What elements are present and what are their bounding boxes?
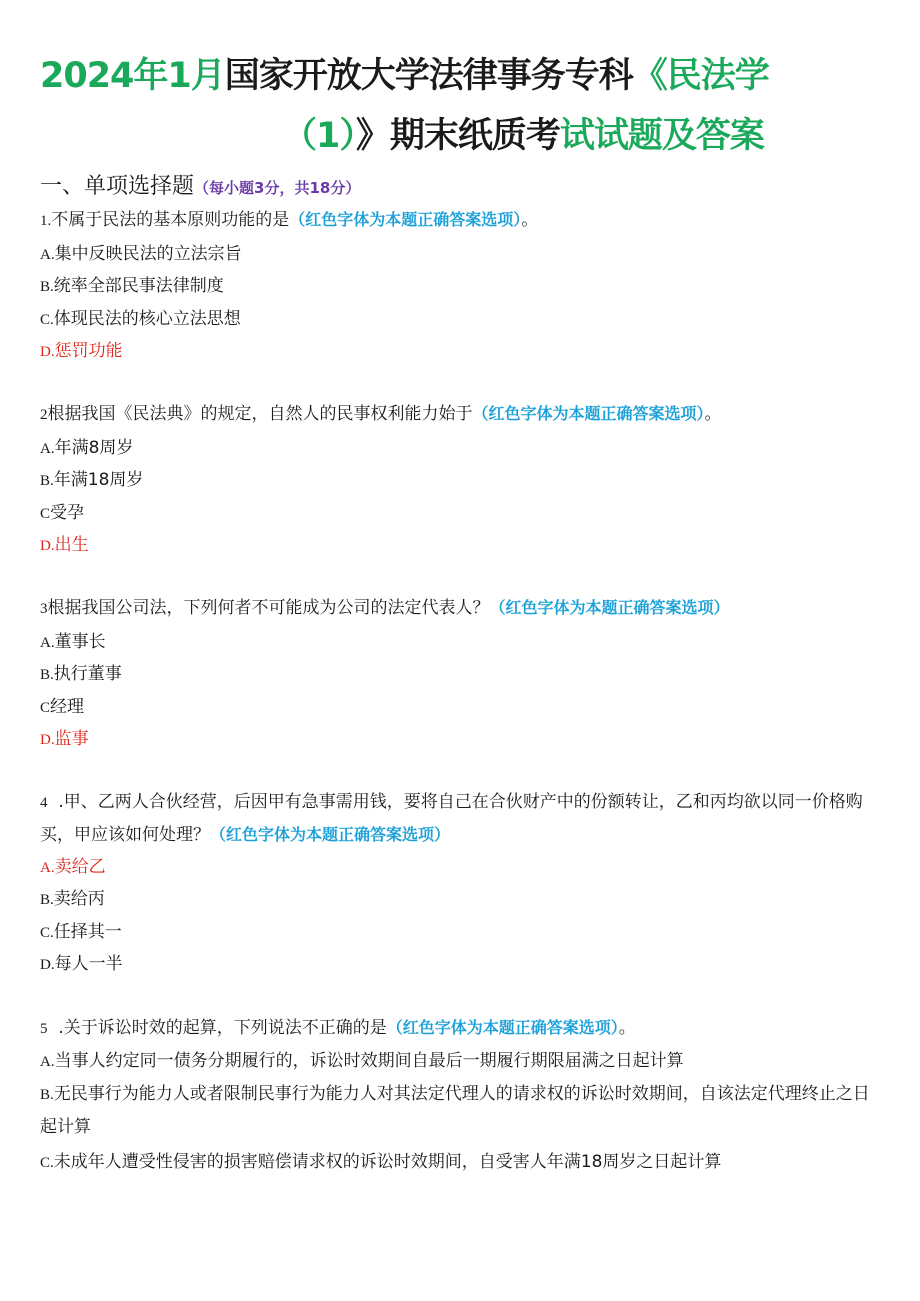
option-text: 未成年人遭受性侵害的损害赔偿请求权的诉讼时效期间，自受害人年满18周岁之日起计算 — [53, 1152, 722, 1172]
question-5-stem — [40, 1016, 636, 1041]
question-4-option-c — [40, 920, 122, 945]
question-punct: 。 — [521, 210, 539, 230]
option-text: 无民事行为能力人或者限制民事行为能力人对其法定代理人的请求权的诉讼时效期间，自该法定代理终止之日起计算 — [40, 1084, 870, 1137]
option-text: 统率全部民事法律制度 — [53, 276, 224, 296]
title-exam-type: 》期末纸质考 — [355, 116, 560, 156]
question-text: 根据我国《民法典》的规定，自然人的民事权利能力始于 — [47, 404, 473, 424]
answer-hint: （红色字体为本题正确答案选项） — [489, 598, 730, 617]
option-label: C. — [40, 312, 54, 328]
option-label: D. — [40, 344, 55, 360]
question-3-option-c — [40, 695, 84, 720]
page-title-line-2 — [282, 114, 764, 158]
question-4-option-d — [40, 952, 123, 977]
option-label: D. — [40, 538, 55, 554]
title-course: 《民法学 — [632, 56, 769, 96]
option-label: B. — [40, 1087, 54, 1103]
option-label: B. — [40, 279, 54, 295]
option-text: 受孕 — [50, 503, 85, 523]
option-label: A. — [40, 860, 55, 876]
page-title-line-1 — [40, 54, 769, 98]
section-score-note: （每小题3分，共18分） — [194, 179, 361, 197]
option-label: A. — [40, 635, 55, 651]
option-text: 惩罚功能 — [54, 341, 123, 361]
option-label: A. — [40, 441, 55, 457]
question-punct: 。 — [704, 404, 722, 424]
question-number: 3 — [40, 601, 48, 617]
answer-hint: （红色字体为本题正确答案选项） — [472, 404, 705, 423]
option-label: D. — [40, 957, 55, 973]
option-text: 集中反映民法的立法宗旨 — [54, 244, 242, 264]
question-1-stem — [40, 208, 538, 233]
option-text: 当事人约定同一债务分期履行的，诉讼时效期间自最后一期履行期限届满之日起计算 — [54, 1051, 684, 1071]
answer-hint: （红色字体为本题正确答案选项） — [210, 825, 451, 844]
option-text: 经理 — [50, 697, 85, 717]
question-number: 2 — [40, 407, 48, 423]
option-label: B. — [40, 667, 54, 683]
option-label: D. — [40, 732, 55, 748]
title-institution: 国家开放大学法律事务专科 — [224, 56, 633, 96]
option-label: C. — [40, 1155, 54, 1171]
question-2-option-b — [40, 468, 143, 493]
question-text: 不属于民法的基本原则功能的是 — [51, 210, 290, 230]
question-5-option-a — [40, 1049, 684, 1074]
option-text: 体现民法的核心立法思想 — [53, 309, 241, 329]
option-text: 年满8周岁 — [54, 438, 134, 458]
option-text: 卖给丙 — [53, 889, 105, 909]
section-heading-text: 一、单项选择题 — [40, 174, 195, 199]
question-2-option-d-correct — [40, 533, 89, 558]
question-3-option-a — [40, 630, 106, 655]
option-label: A. — [40, 247, 55, 263]
question-1-option-c — [40, 307, 241, 332]
option-text: 执行董事 — [53, 664, 122, 684]
question-3-option-b — [40, 662, 122, 687]
question-text: 根据我国公司法，下列何者不可能成为公司的法定代表人？ — [47, 598, 490, 618]
question-punct: 。 — [618, 1018, 636, 1038]
option-label: B. — [40, 473, 54, 489]
option-label: C. — [40, 925, 54, 941]
question-3-option-d-correct — [40, 727, 89, 752]
question-5-option-b — [40, 1078, 880, 1143]
option-text: 每人一半 — [54, 954, 123, 974]
question-1-option-b — [40, 274, 224, 299]
question-1-option-d-correct — [40, 339, 123, 364]
question-2-option-a — [40, 436, 133, 461]
question-2-option-c — [40, 501, 84, 526]
question-text: .甲、乙两人合伙经营，后因甲有急事需用钱，要将自己在合伙财产中的份额转让，乙和丙均欲以同一价格购买，甲应该如何处理？ — [40, 792, 863, 845]
title-course-number: （1） — [282, 116, 356, 156]
option-text: 监事 — [54, 729, 89, 749]
option-label: B. — [40, 892, 54, 908]
option-text: 年满18周岁 — [53, 470, 144, 490]
question-4-option-a-correct — [40, 855, 106, 880]
question-number: 4 — [40, 795, 48, 811]
question-text: .关于诉讼时效的起算，下列说法不正确的是 — [58, 1018, 387, 1038]
answer-hint: （红色字体为本题正确答案选项） — [289, 210, 522, 229]
title-suffix: 试试题及答案 — [559, 116, 764, 156]
option-label: A. — [40, 1054, 55, 1070]
question-2-stem — [40, 402, 722, 427]
question-number: 1. — [40, 213, 52, 229]
option-text: 卖给乙 — [54, 857, 106, 877]
question-1-option-a — [40, 242, 242, 267]
option-text: 董事长 — [54, 632, 106, 652]
answer-hint: （红色字体为本题正确答案选项） — [386, 1018, 619, 1037]
question-4-option-b — [40, 887, 105, 912]
option-text: 任择其一 — [53, 922, 122, 942]
option-label: C — [40, 700, 51, 716]
title-date: 2024年1月 — [40, 56, 225, 96]
question-number: 5 — [40, 1021, 48, 1037]
section-heading — [40, 172, 360, 203]
option-label: C — [40, 506, 51, 522]
option-text: 出生 — [54, 535, 89, 555]
question-3-stem — [40, 596, 730, 621]
question-4-stem — [40, 786, 880, 851]
question-5-option-c — [40, 1150, 721, 1175]
